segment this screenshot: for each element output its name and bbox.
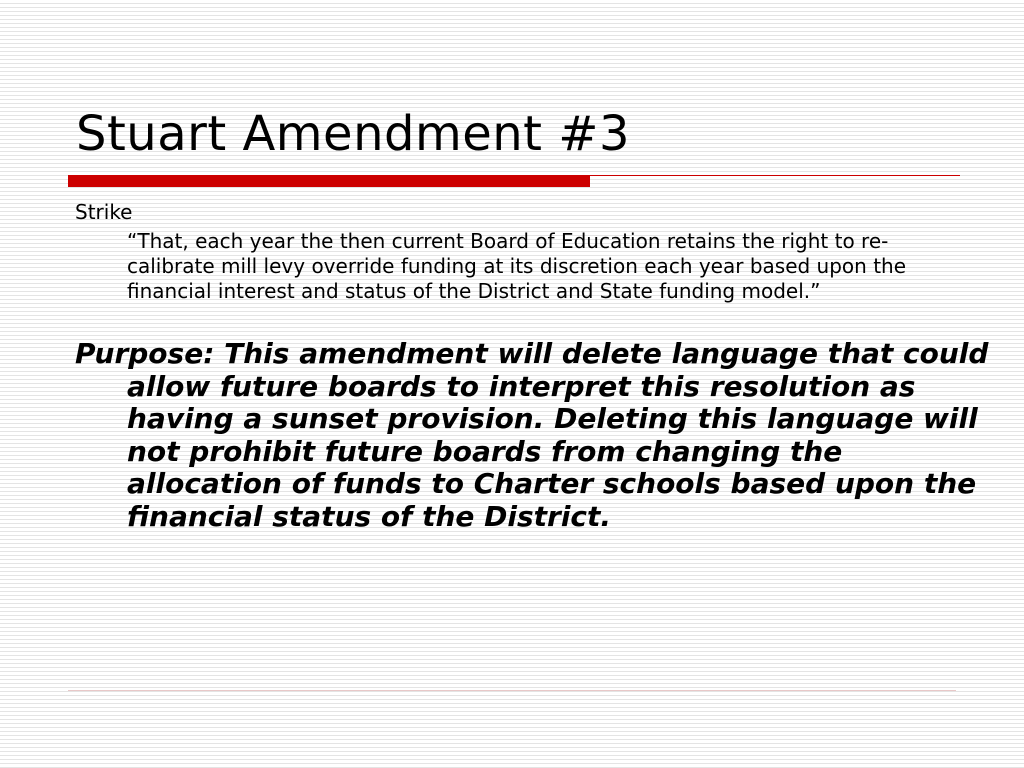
title-accent-bar (68, 175, 590, 187)
struck-quote-text: “That, each year the then current Board of Education retains the right to re-calibrate mill levy override funding at its discretion each year based upon the financial interest and status of the District and State funding model.” (127, 229, 907, 303)
footer-divider (68, 690, 956, 691)
title-accent-line (590, 175, 960, 176)
slide-body (75, 198, 989, 533)
strike-label: Strike (75, 200, 133, 224)
slide-title: Stuart Amendment #3 (76, 106, 630, 162)
purpose-statement: Purpose: This amendment will delete language that could allow future boards to interpret this resolution as having a sunset provision. Deleting this language will not prohibit future boards from changing the allocation of funds to Charter schools based upon the financial status of the District. (75, 337, 989, 533)
